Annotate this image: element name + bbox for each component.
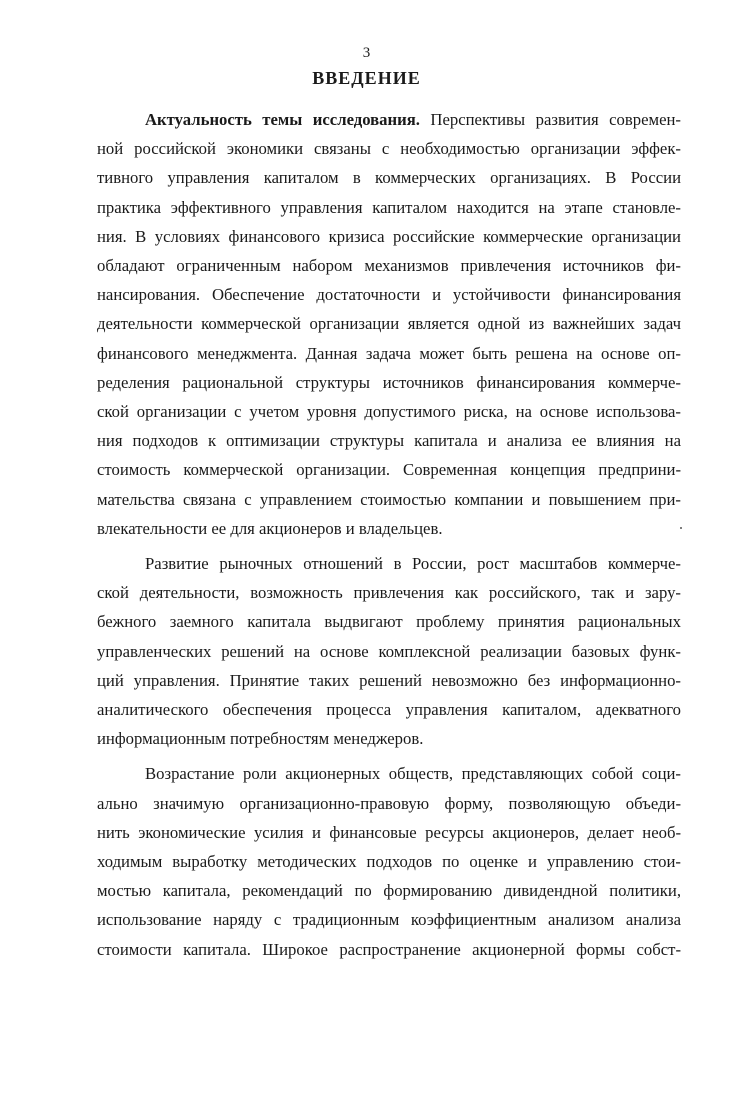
text-line: аналитического обеспечения процесса управления капиталом, адекватного xyxy=(97,700,681,720)
text-line: ально значимую организационно-правовую форму, позволяющую объеди- xyxy=(97,793,681,813)
text-line: ской деятельности, возможность привлечения как российского, так и зару- xyxy=(97,583,681,603)
text-line-fragment: Перспективы развития современ- xyxy=(419,110,681,129)
text-line: ния подходов к оптимизации структуры капитала и анализа ее влияния на xyxy=(97,431,681,451)
text-line: деятельности коммерческой организации является одной из важнейших задач xyxy=(97,314,681,334)
text-line: стоимость коммерческой организации. Современная концепция предприни- xyxy=(97,460,681,480)
text-line: ределения рациональной структуры источников финансирования коммерче- xyxy=(97,372,681,392)
text-line: ной российской экономики связаны с необходимостью организации эффек- xyxy=(97,139,681,159)
text-line: обладают ограниченным набором механизмов привлечения источников фи- xyxy=(97,256,681,276)
paragraph-joint-stock xyxy=(97,759,681,963)
text-line: нить экономические усилия и финансовые ресурсы акционеров, делает необ- xyxy=(97,822,681,842)
text-line: Развитие рыночных отношений в России, рост масштабов коммерче- xyxy=(145,554,681,574)
text-line: финансового менеджмента. Данная задача может быть решена на основе оп- xyxy=(97,343,681,363)
text-line: мательства связана с управлением стоимостью компании и повышением при- xyxy=(97,489,681,509)
text-line: практика эффективного управления капиталом находится на этапе становле- xyxy=(97,197,681,217)
text-line: ской организации с учетом уровня допустимого риска, на основе использова- xyxy=(97,402,681,422)
text-line: нансирования. Обеспечение достаточности и устойчивости финансирования xyxy=(97,285,681,305)
body-text xyxy=(97,105,681,964)
scan-speck xyxy=(680,527,682,529)
text-line: тивного управления капиталом в коммерческих организациях. В России xyxy=(97,168,681,188)
text-line: ния. В условиях финансового кризиса российские коммерческие организации xyxy=(97,226,681,246)
page-number: 3 xyxy=(362,45,371,61)
text-line: использование наряду с традиционным коэффициентным анализом анализа xyxy=(97,910,681,930)
text-line: управленческих решений на основе комплексной реализации базовых функ- xyxy=(97,641,681,661)
text-line: ций управления. Принятие таких решений невозможно без информационно- xyxy=(97,670,681,690)
text-line: Возрастание роли акционерных обществ, представляющих собой соци- xyxy=(145,764,681,784)
text-line: мостью капитала, рекомендаций по формированию дивидендной политики, xyxy=(97,881,681,901)
page-title: ВВЕДЕНИЕ xyxy=(312,68,421,88)
text-line: бежного заемного капитала выдвигают проблему принятия рациональных xyxy=(97,612,681,632)
lead-heading: Актуальность темы исследования. xyxy=(145,110,420,129)
text-line: ходимым выработку методических подходов по оценке и управлению стои- xyxy=(97,852,681,872)
paragraph-market-relations xyxy=(97,549,681,753)
text-line: стоимости капитала. Широкое распространение акционерной формы собст- xyxy=(97,939,681,959)
text-line xyxy=(97,105,681,134)
paragraph-relevance xyxy=(97,105,681,543)
text-line: влекательности ее для акционеров и владельцев. xyxy=(97,518,443,538)
text-line: информационным потребностям менеджеров. xyxy=(97,729,424,749)
